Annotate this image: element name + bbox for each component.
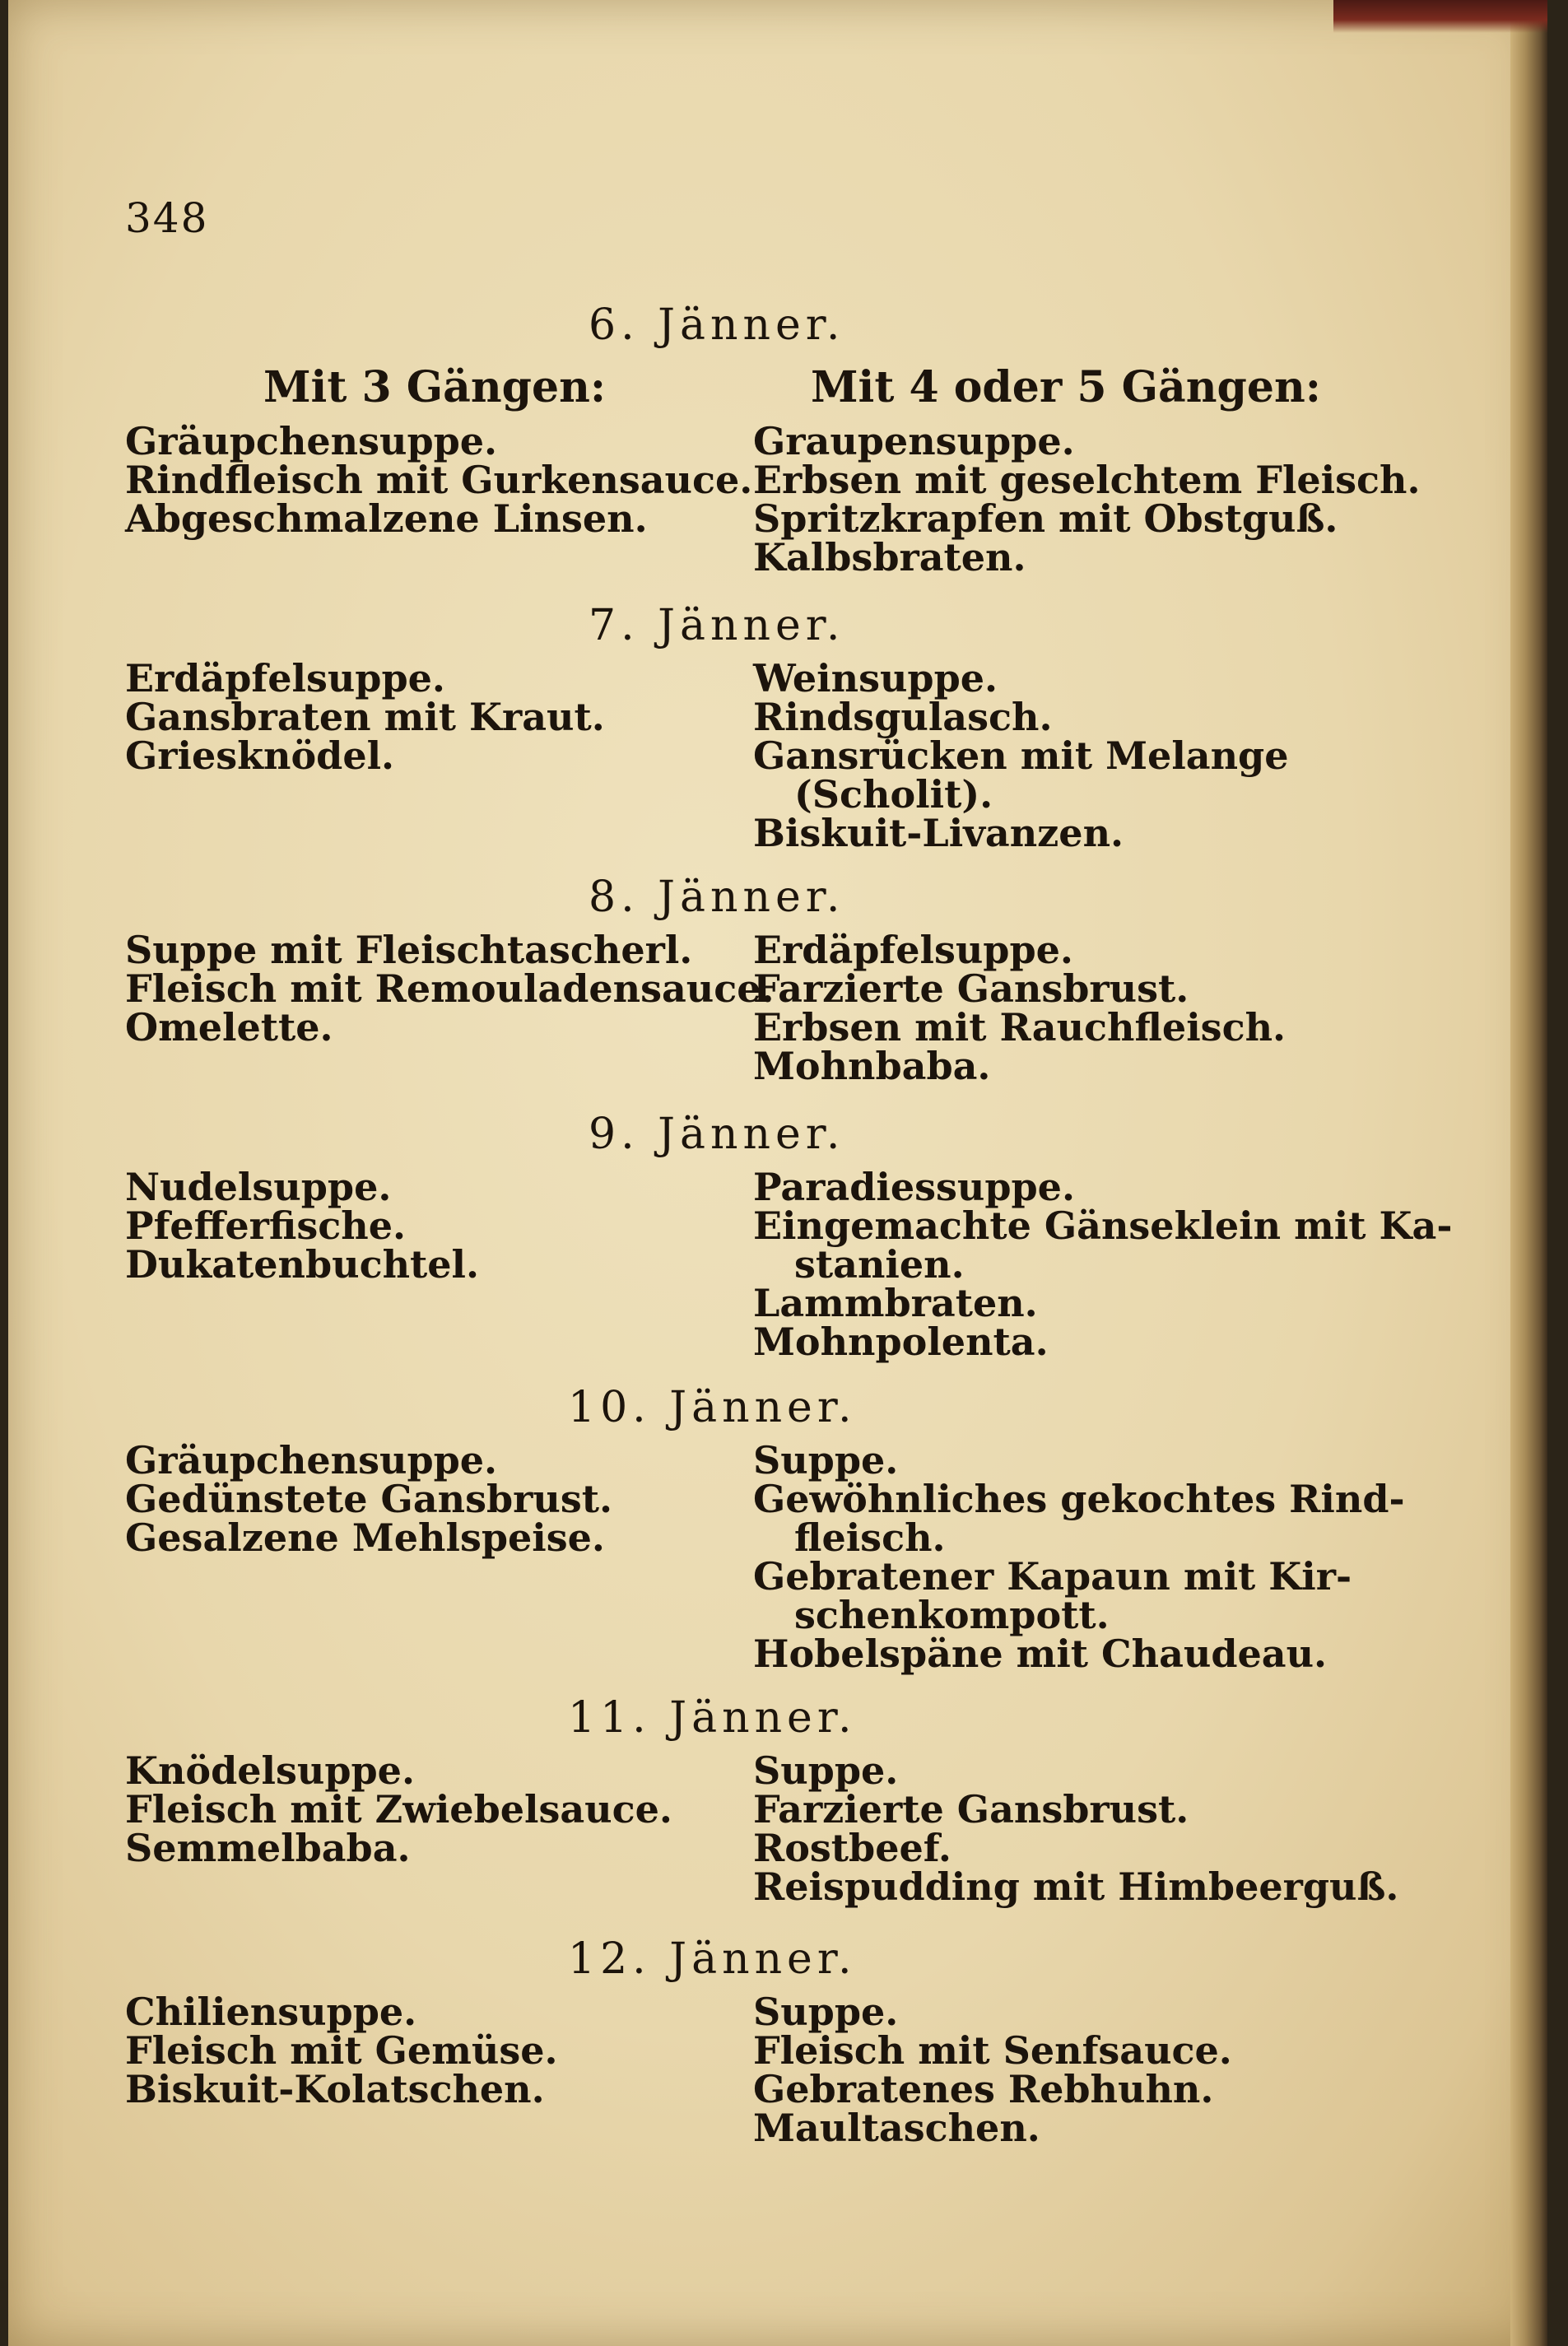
day-date: 7. Jänner. [589,601,845,650]
dish-three-courses: Abgeschmalzene Linsen. [125,496,648,541]
dish-three-courses: Chiliensuppe. [125,1990,417,2034]
dish-three-courses: Erdäpfelsuppe. [125,656,445,701]
dish-three-courses: Semmelbaba. [125,1826,411,1870]
dish-four-five-courses: Maultaschen. [753,2106,1040,2150]
dish-four-five-courses: Spritzkrapfen mit Obstguß. [753,496,1338,541]
dish-three-courses: Gedünstete Gansbrust. [125,1477,612,1521]
dish-three-courses: Rindfleisch mit Gurkensauce. [125,458,753,502]
dish-four-five-courses: Farzierte Gansbrust. [753,1787,1189,1832]
dish-four-five-courses: Suppe. [753,1438,899,1483]
dish-three-courses: Gesalzene Mehlspeise. [125,1515,605,1560]
book-page [8,0,1539,2346]
dish-four-five-courses: Erbsen mit geselchtem Fleisch. [753,458,1421,502]
dish-four-five-courses: Paradiessuppe. [753,1165,1075,1209]
dish-four-five-courses: Hobelspäne mit Chaudeau. [753,1631,1328,1676]
dish-three-courses: Griesknödel. [125,733,395,778]
heading-three-courses: Mit 3 Gängen: [263,362,607,412]
dish-three-courses: Fleisch mit Zwiebelsauce. [125,1787,672,1832]
dish-four-five-courses: fleisch. [794,1515,946,1560]
dish-four-five-courses: Kalbsbraten. [753,535,1026,580]
dish-three-courses: Gräupchensuppe. [125,1438,498,1483]
dish-three-courses: Dukatenbuchtel. [125,1242,480,1287]
dish-four-five-courses: Erbsen mit Rauchfleisch. [753,1005,1287,1050]
dish-three-courses: Gräupchensuppe. [125,419,498,463]
page-number: 348 [125,194,209,242]
dish-four-five-courses: Suppe. [753,1990,899,2034]
dish-four-five-courses: Mohnbaba. [753,1044,991,1088]
dish-three-courses: Gansbraten mit Kraut. [125,695,605,739]
dish-four-five-courses: Reispudding mit Himbeerguß. [753,1864,1399,1909]
day-date: 8. Jänner. [589,873,845,922]
dish-four-five-courses: Erdäpfelsuppe. [753,928,1073,972]
dish-four-five-courses: Lammbraten. [753,1281,1038,1325]
dish-four-five-courses: Rindsgulasch. [753,695,1053,739]
day-date: 10. Jänner. [568,1383,857,1432]
dish-three-courses: Knödelsuppe. [125,1748,415,1793]
dish-three-courses: Biskuit-Kolatschen. [125,2067,545,2111]
dish-four-five-courses: Gansrücken mit Melange [753,733,1289,778]
dish-three-courses: Fleisch mit Remouladensauce. [125,966,775,1011]
day-date: 11. Jänner. [568,1693,857,1743]
day-date: 9. Jänner. [589,1110,845,1159]
dish-three-courses: Pfefferfische. [125,1203,406,1248]
dish-four-five-courses: Eingemachte Gänseklein mit Ka- [753,1203,1453,1248]
dish-four-five-courses: schenkompott. [794,1593,1110,1637]
dish-three-courses: Suppe mit Fleischtascherl. [125,928,693,972]
dish-four-five-courses: stanien. [794,1242,965,1287]
dish-four-five-courses: Mohnpolenta. [753,1320,1049,1364]
dish-four-five-courses: Farzierte Gansbrust. [753,966,1189,1011]
dish-four-five-courses: Weinsuppe. [753,656,998,701]
dish-four-five-courses: Gewöhnliches gekochtes Rind- [753,1477,1405,1521]
dish-four-five-courses: Fleisch mit Senfsauce. [753,2028,1232,2073]
dish-three-courses: Omelette. [125,1005,333,1050]
dish-four-five-courses: (Scholit). [794,772,993,817]
dish-four-five-courses: Biskuit-Livanzen. [753,811,1124,855]
book-spine [1510,0,1547,2346]
dish-four-five-courses: Gebratenes Rebhuhn. [753,2067,1214,2111]
heading-four-five-courses: Mit 4 oder 5 Gängen: [811,362,1321,412]
dish-four-five-courses: Graupensuppe. [753,419,1075,463]
dish-four-five-courses: Suppe. [753,1748,899,1793]
dish-three-courses: Fleisch mit Gemüse. [125,2028,558,2073]
day-date: 12. Jänner. [568,1934,857,1984]
page-edge-strip [1333,0,1547,33]
dish-four-five-courses: Rostbeef. [753,1826,952,1870]
day-date: 6. Jänner. [589,300,845,350]
dish-four-five-courses: Gebratener Kapaun mit Kir- [753,1554,1352,1599]
dish-three-courses: Nudelsuppe. [125,1165,392,1209]
